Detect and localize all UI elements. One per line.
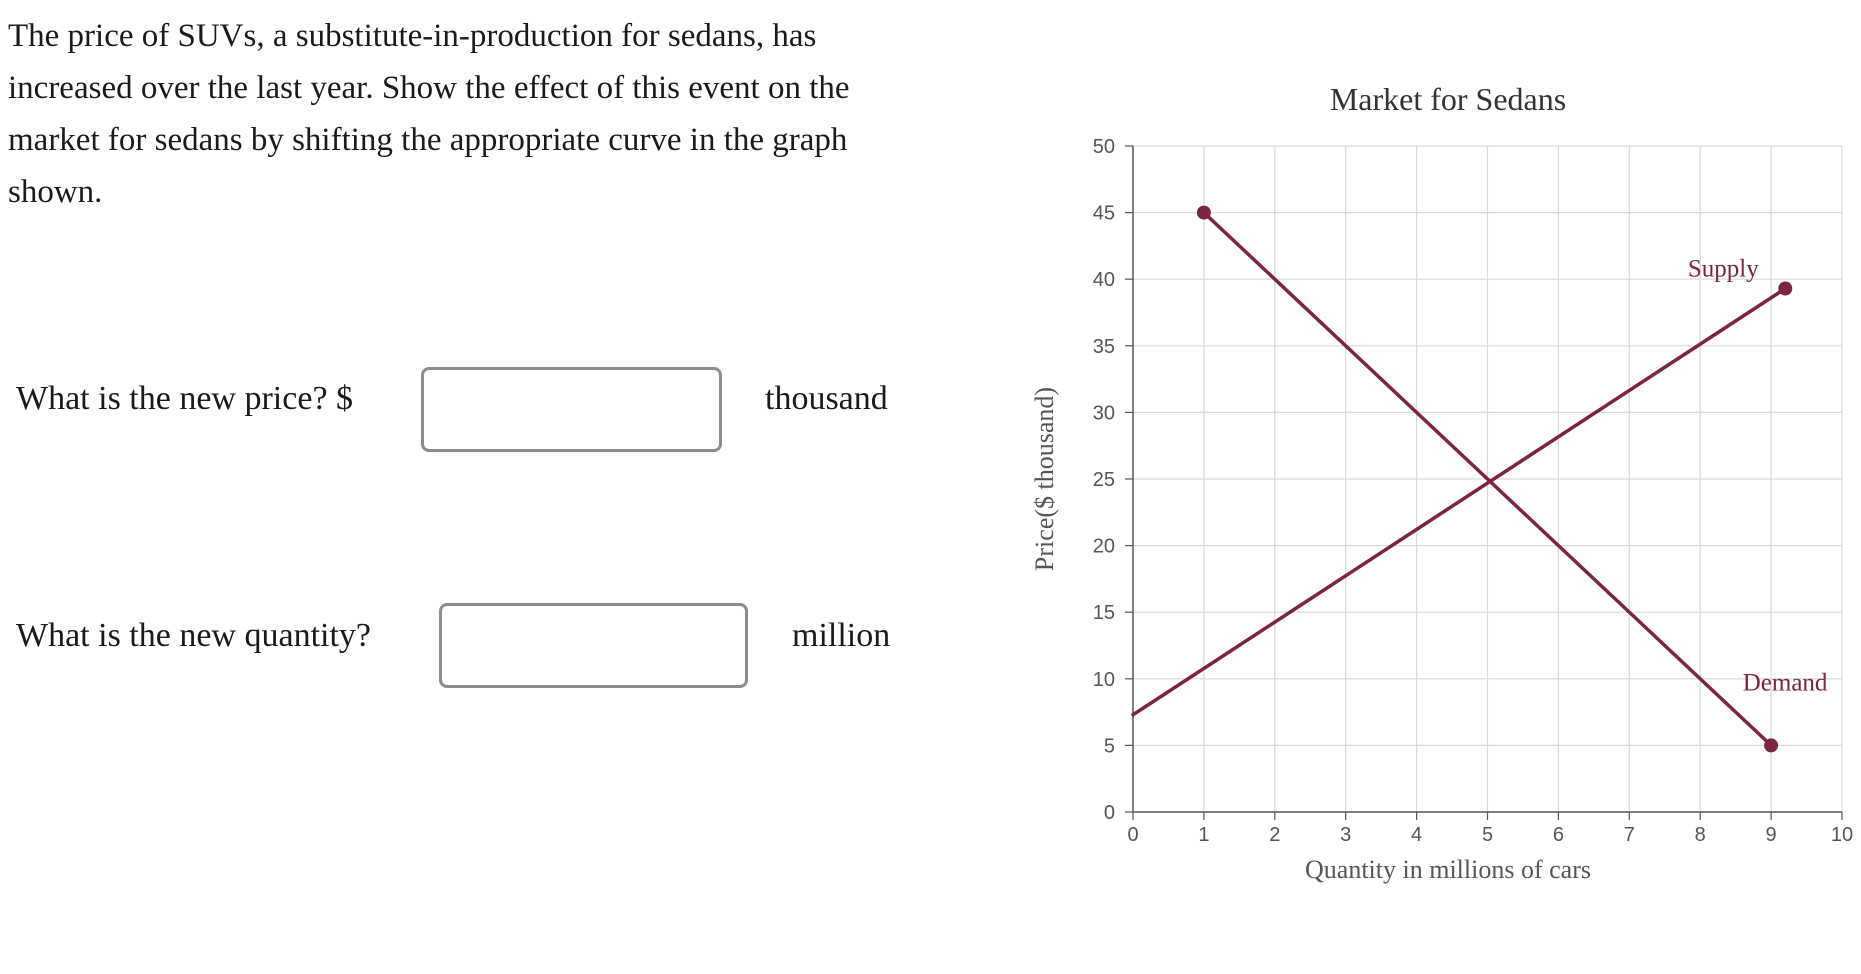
market-for-sedans-chart[interactable] xyxy=(1000,70,1861,900)
y-tick-label: 20 xyxy=(1092,535,1115,558)
new-quantity-label: What is the new quantity? xyxy=(16,617,372,654)
question-text: The price of SUVs, a substitute-in-production for sedans, has increased over the last year. Show the effect of this event on the market for sedans by shifting the appropriate curve in the graph shown. xyxy=(8,18,850,210)
new-quantity-input[interactable] xyxy=(439,603,748,688)
x-tick-label: 10 xyxy=(1830,824,1854,846)
demand-curve-label: Demand xyxy=(1742,669,1828,697)
supply-curve-handle[interactable] xyxy=(1778,282,1792,296)
y-axis-label: Price($ thousand) xyxy=(1030,386,1059,572)
y-tick-label: 30 xyxy=(1092,402,1115,425)
x-tick-label: 7 xyxy=(1623,824,1635,846)
price-unit-label: thousand xyxy=(765,380,888,417)
supply-curve[interactable] xyxy=(1133,289,1785,715)
x-tick-label: 3 xyxy=(1340,824,1352,846)
y-tick-label: 45 xyxy=(1092,202,1115,225)
x-tick-label: 8 xyxy=(1694,824,1706,846)
x-axis-label: Quantity in millions of cars xyxy=(1305,855,1591,884)
y-tick-label: 0 xyxy=(1103,802,1115,824)
y-tick-label: 25 xyxy=(1092,469,1115,491)
y-tick-label: 50 xyxy=(1092,136,1115,158)
x-tick-label: 1 xyxy=(1198,824,1210,846)
x-tick-label: 2 xyxy=(1269,824,1281,846)
supply-curve-label: Supply xyxy=(1687,255,1759,283)
x-tick-label: 9 xyxy=(1765,824,1777,846)
x-tick-label: 5 xyxy=(1481,824,1494,846)
y-tick-label: 10 xyxy=(1092,668,1115,691)
y-tick-label: 15 xyxy=(1092,602,1115,625)
new-price-label: What is the new price? $ xyxy=(16,380,354,417)
y-tick-label: 5 xyxy=(1103,735,1115,758)
y-tick-label: 40 xyxy=(1092,269,1115,292)
x-tick-label: 4 xyxy=(1411,824,1423,846)
x-tick-label: 0 xyxy=(1127,824,1139,846)
quantity-unit-label: million xyxy=(792,617,891,654)
new-price-input[interactable] xyxy=(421,367,722,452)
demand-curve-handle[interactable] xyxy=(1764,738,1778,752)
y-tick-label: 35 xyxy=(1092,335,1115,358)
chart-title: Market for Sedans xyxy=(1329,81,1567,117)
x-tick-label: 6 xyxy=(1552,824,1564,846)
demand-curve-handle[interactable] xyxy=(1197,206,1211,220)
